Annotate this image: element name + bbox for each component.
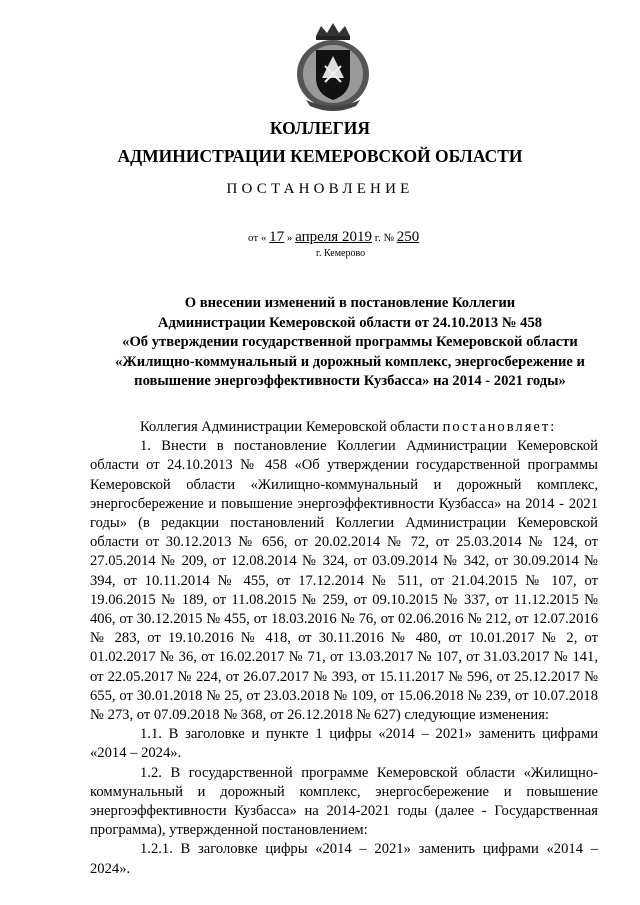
date-day: 17 bbox=[269, 229, 285, 245]
intro-text: Коллегия Администрации Кемеровской области bbox=[140, 419, 439, 435]
body-intro bbox=[90, 418, 598, 437]
date-prefix: от « bbox=[248, 232, 267, 244]
title-line: повышение энергоэффективности Кузбасса» на 2014 - 2021 годы» bbox=[134, 373, 566, 389]
date-close: » bbox=[286, 232, 293, 244]
title-line: О внесении изменений в постановление Коллегии bbox=[184, 295, 516, 311]
number-sign: № bbox=[383, 232, 394, 244]
document-date-number bbox=[248, 229, 419, 246]
document-title bbox=[90, 294, 610, 392]
organization-line-1: КОЛЛЕГИЯ bbox=[269, 118, 371, 138]
title-line: Администрации Кемеровской области от 24.10.2013 № 458 bbox=[157, 314, 543, 331]
title-line: «Об утверждении государственной программы Кемеровской области bbox=[122, 334, 578, 350]
coat-of-arms-emblem bbox=[294, 20, 372, 112]
paragraph-1-2-1: 1.2.1. В заголовке цифры «2014 – 2021» заменить цифрами «2014 – 2024». bbox=[90, 841, 598, 877]
title-line: «Жилищно-коммунальный и дорожный комплекс, энергосбережение и bbox=[115, 353, 585, 370]
year-suffix: г. bbox=[374, 232, 381, 244]
paragraph-1: 1. Внести в постановление Коллегии Администрации Кемеровской области от 24.10.2013 № 458 «Об утверждении государственной программы Кемеровской области «Жилищно-коммунальный и дорожный комплекс, энергосбережение и повышение энергоэффективности Кузбасса» на 2014 - 2021 годы» (в редакции постановлений Коллегии Администрации Кемеровской области от 30.12.2013 № 656, от 20.02.2014 № 72, от 25.03.2014 № 124, от 27.05.2014 № 209, от 12.08.2014 № 324, от 03.09.2014 № 342, от 30.09.2014 № 394, от 10.11.2014 № 455, от 17.12.2014 № 511, от 21.04.2015 № 107, от 19.06.2015 № 189, от 11.08.2015 № 259, от 09.10.2015 № 337, от 11.12.2015 № 406, от 30.12.2015 № 455, от 18.03.2016 № 76, от 02.06.2016 № 212, от 12.07.2016 № 283, от 19.10.2016 № 418, от 30.11.2016 № 480, от 10.01.2017 № 2, от 01.02.2017 № 36, от 16.02.2017 № 71, от 13.03.2017 № 107, от 31.03.2017 № 141, от 22.05.2017 № 224, от 26.07.2017 № 393, от 15.11.2017 № 596, от 25.12.2017 № 655, от 30.01.2018 № 25, от 23.03.2018 № 109, от 15.06.2018 № 239, от 10.07.2018 № 273, от 07.09.2018 № 368, от 26.12.2018 № 627) следующие изменения: bbox=[90, 438, 598, 724]
document-number: 250 bbox=[396, 229, 420, 245]
paragraph-1-1: 1.1. В заголовке и пункте 1 цифры «2014 – 2021» заменить цифрами «2014 – 2024». bbox=[90, 726, 598, 762]
city-label: г. Кемерово bbox=[316, 248, 366, 259]
organization-line-2: АДМИНИСТРАЦИИ КЕМЕРОВСКОЙ ОБЛАСТИ bbox=[117, 146, 523, 166]
date-month-year: апреля 2019 bbox=[295, 229, 372, 245]
document-type: ПОСТАНОВЛЕНИЕ bbox=[226, 181, 414, 197]
document-body bbox=[90, 418, 598, 879]
intro-resolves: постановляет: bbox=[442, 419, 557, 435]
paragraph-1-2: 1.2. В государственной программе Кемеровской области «Жилищно-коммунальный и дорожный комплекс, энергосбережение и повышение энергоэффективности Кузбасса» на 2014-2021 годы (далее - Государственная программа), утвержденной постановлением: bbox=[90, 764, 598, 839]
